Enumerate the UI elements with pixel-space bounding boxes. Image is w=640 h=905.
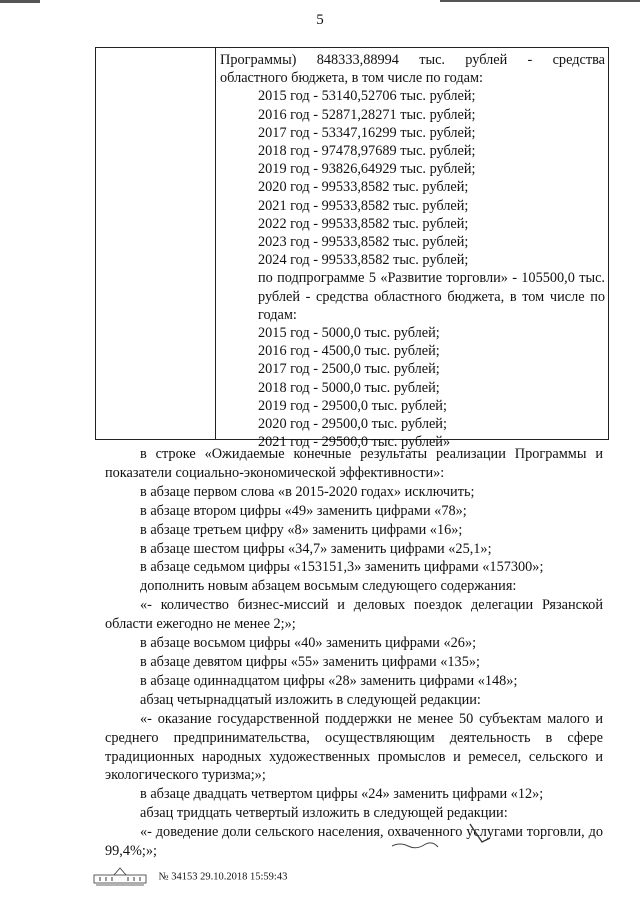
year-amount-line: 2022 год - 99533,8582 тыс. рублей; xyxy=(258,215,469,232)
table-column-divider xyxy=(215,48,216,439)
amendment-paragraph: в абзаце третьем цифру «8» заменить цифрами «16»; xyxy=(140,521,463,538)
amendment-body xyxy=(105,445,603,861)
year-amount-line: 2015 год - 53140,52706 тыс. рублей; xyxy=(258,88,476,105)
amendment-paragraph: в абзаце седьмом цифры «153151,3» заменить цифрами «157300»; xyxy=(140,559,544,576)
years-list-total xyxy=(220,87,605,269)
amendment-paragraph: в абзаце первом слова «в 2015-2020 годах» исключить; xyxy=(140,483,475,500)
page-number: 5 xyxy=(316,12,324,28)
document-registration: № 34153 29.10.2018 15:59:43 xyxy=(158,871,288,883)
year-amount-line: 2020 год - 99533,8582 тыс. рублей; xyxy=(258,179,469,196)
year-amount-line: 2017 год - 2500,0 тыс. рублей; xyxy=(258,361,440,378)
year-amount-line: 2019 год - 93826,64929 тыс. рублей; xyxy=(258,161,476,178)
amendment-paragraph: «- количество бизнес-миссий и деловых поездок делегации Рязанской области ежегодно не менее 2;»; xyxy=(105,597,603,633)
amendment-paragraph: в абзаце девятом цифры «55» заменить цифрами «135»; xyxy=(140,653,480,670)
subprogram-intro: по подпрограмме 5 «Развитие торговли» - 105500,0 тыс. рублей - средства областного бюджета, в том числе по годам: xyxy=(258,270,605,323)
amendment-paragraph: «- оказание государственной поддержки не менее 50 субъектам малого и среднего предпринимательства, осуществляющим деятельность в сфере традиционных народных художественных промыслов и ремесел, сельского и экологического туризма;»; xyxy=(105,710,603,784)
amendment-paragraph: «- доведение доли сельского населения, охваченного услугами торговли, до 99,4%;»; xyxy=(105,824,603,860)
year-amount-line: 2023 год - 99533,8582 тыс. рублей; xyxy=(258,234,469,251)
amendment-paragraph: в абзаце шестом цифры «34,7» заменить цифрами «25,1»; xyxy=(140,540,492,557)
amendment-paragraph: в строке «Ожидаемые конечные результаты реализации Программы и показатели социально-экономической эффективности»: xyxy=(105,446,603,481)
year-amount-line: 2015 год - 5000,0 тыс. рублей; xyxy=(258,325,440,342)
year-amount-line: 2024 год - 99533,8582 тыс. рублей; xyxy=(258,252,469,269)
amendment-paragraph: абзац тридцать четвертый изложить в следующей редакции: xyxy=(140,805,508,822)
year-amount-line: 2016 год - 4500,0 тыс. рублей; xyxy=(258,343,440,360)
years-list-subprogram xyxy=(220,324,605,451)
year-amount-line: 2021 год - 99533,8582 тыс. рублей; xyxy=(258,197,469,214)
signature-mark xyxy=(390,816,500,856)
amendment-paragraph: абзац четырнадцатый изложить в следующей редакции: xyxy=(140,691,481,708)
year-amount-line: 2021 год - 29500,0 тыс. рублей» xyxy=(258,434,451,451)
year-amount-line: 2018 год - 5000,0 тыс. рублей; xyxy=(258,379,440,396)
table-cell-content xyxy=(220,51,605,451)
amendment-table xyxy=(95,47,609,451)
scan-edge-mark xyxy=(440,0,640,2)
amendment-paragraph: в абзаце одиннадцатом цифры «28» заменить цифрами «148»; xyxy=(140,672,518,689)
stamp-logo-icon xyxy=(92,866,148,888)
amendment-paragraph: дополнить новым абзацем восьмым следующего содержания: xyxy=(140,578,517,595)
amendment-paragraph: в абзаце двадцать четвертом цифры «24» заменить цифрами «12»; xyxy=(140,786,544,803)
footer xyxy=(92,866,287,888)
amendment-paragraph: в абзаце восьмом цифры «40» заменить цифрами «26»; xyxy=(140,635,477,652)
year-amount-line: 2017 год - 53347,16299 тыс. рублей; xyxy=(258,124,476,141)
scan-edge-mark xyxy=(0,0,40,3)
amendment-paragraph: в абзаце втором цифры «49» заменить цифрами «78»; xyxy=(140,502,467,519)
table-intro-line: областного бюджета, в том числе по годам: xyxy=(220,70,484,87)
year-amount-line: 2018 год - 97478,97689 тыс. рублей; xyxy=(258,143,476,160)
year-amount-line: 2020 год - 29500,0 тыс. рублей; xyxy=(258,416,447,433)
year-amount-line: 2019 год - 29500,0 тыс. рублей; xyxy=(258,397,447,414)
year-amount-line: 2016 год - 52871,28271 тыс. рублей; xyxy=(258,106,476,123)
table-intro-line: Программы) 848333,88994 тыс. рублей - средства xyxy=(220,52,605,68)
